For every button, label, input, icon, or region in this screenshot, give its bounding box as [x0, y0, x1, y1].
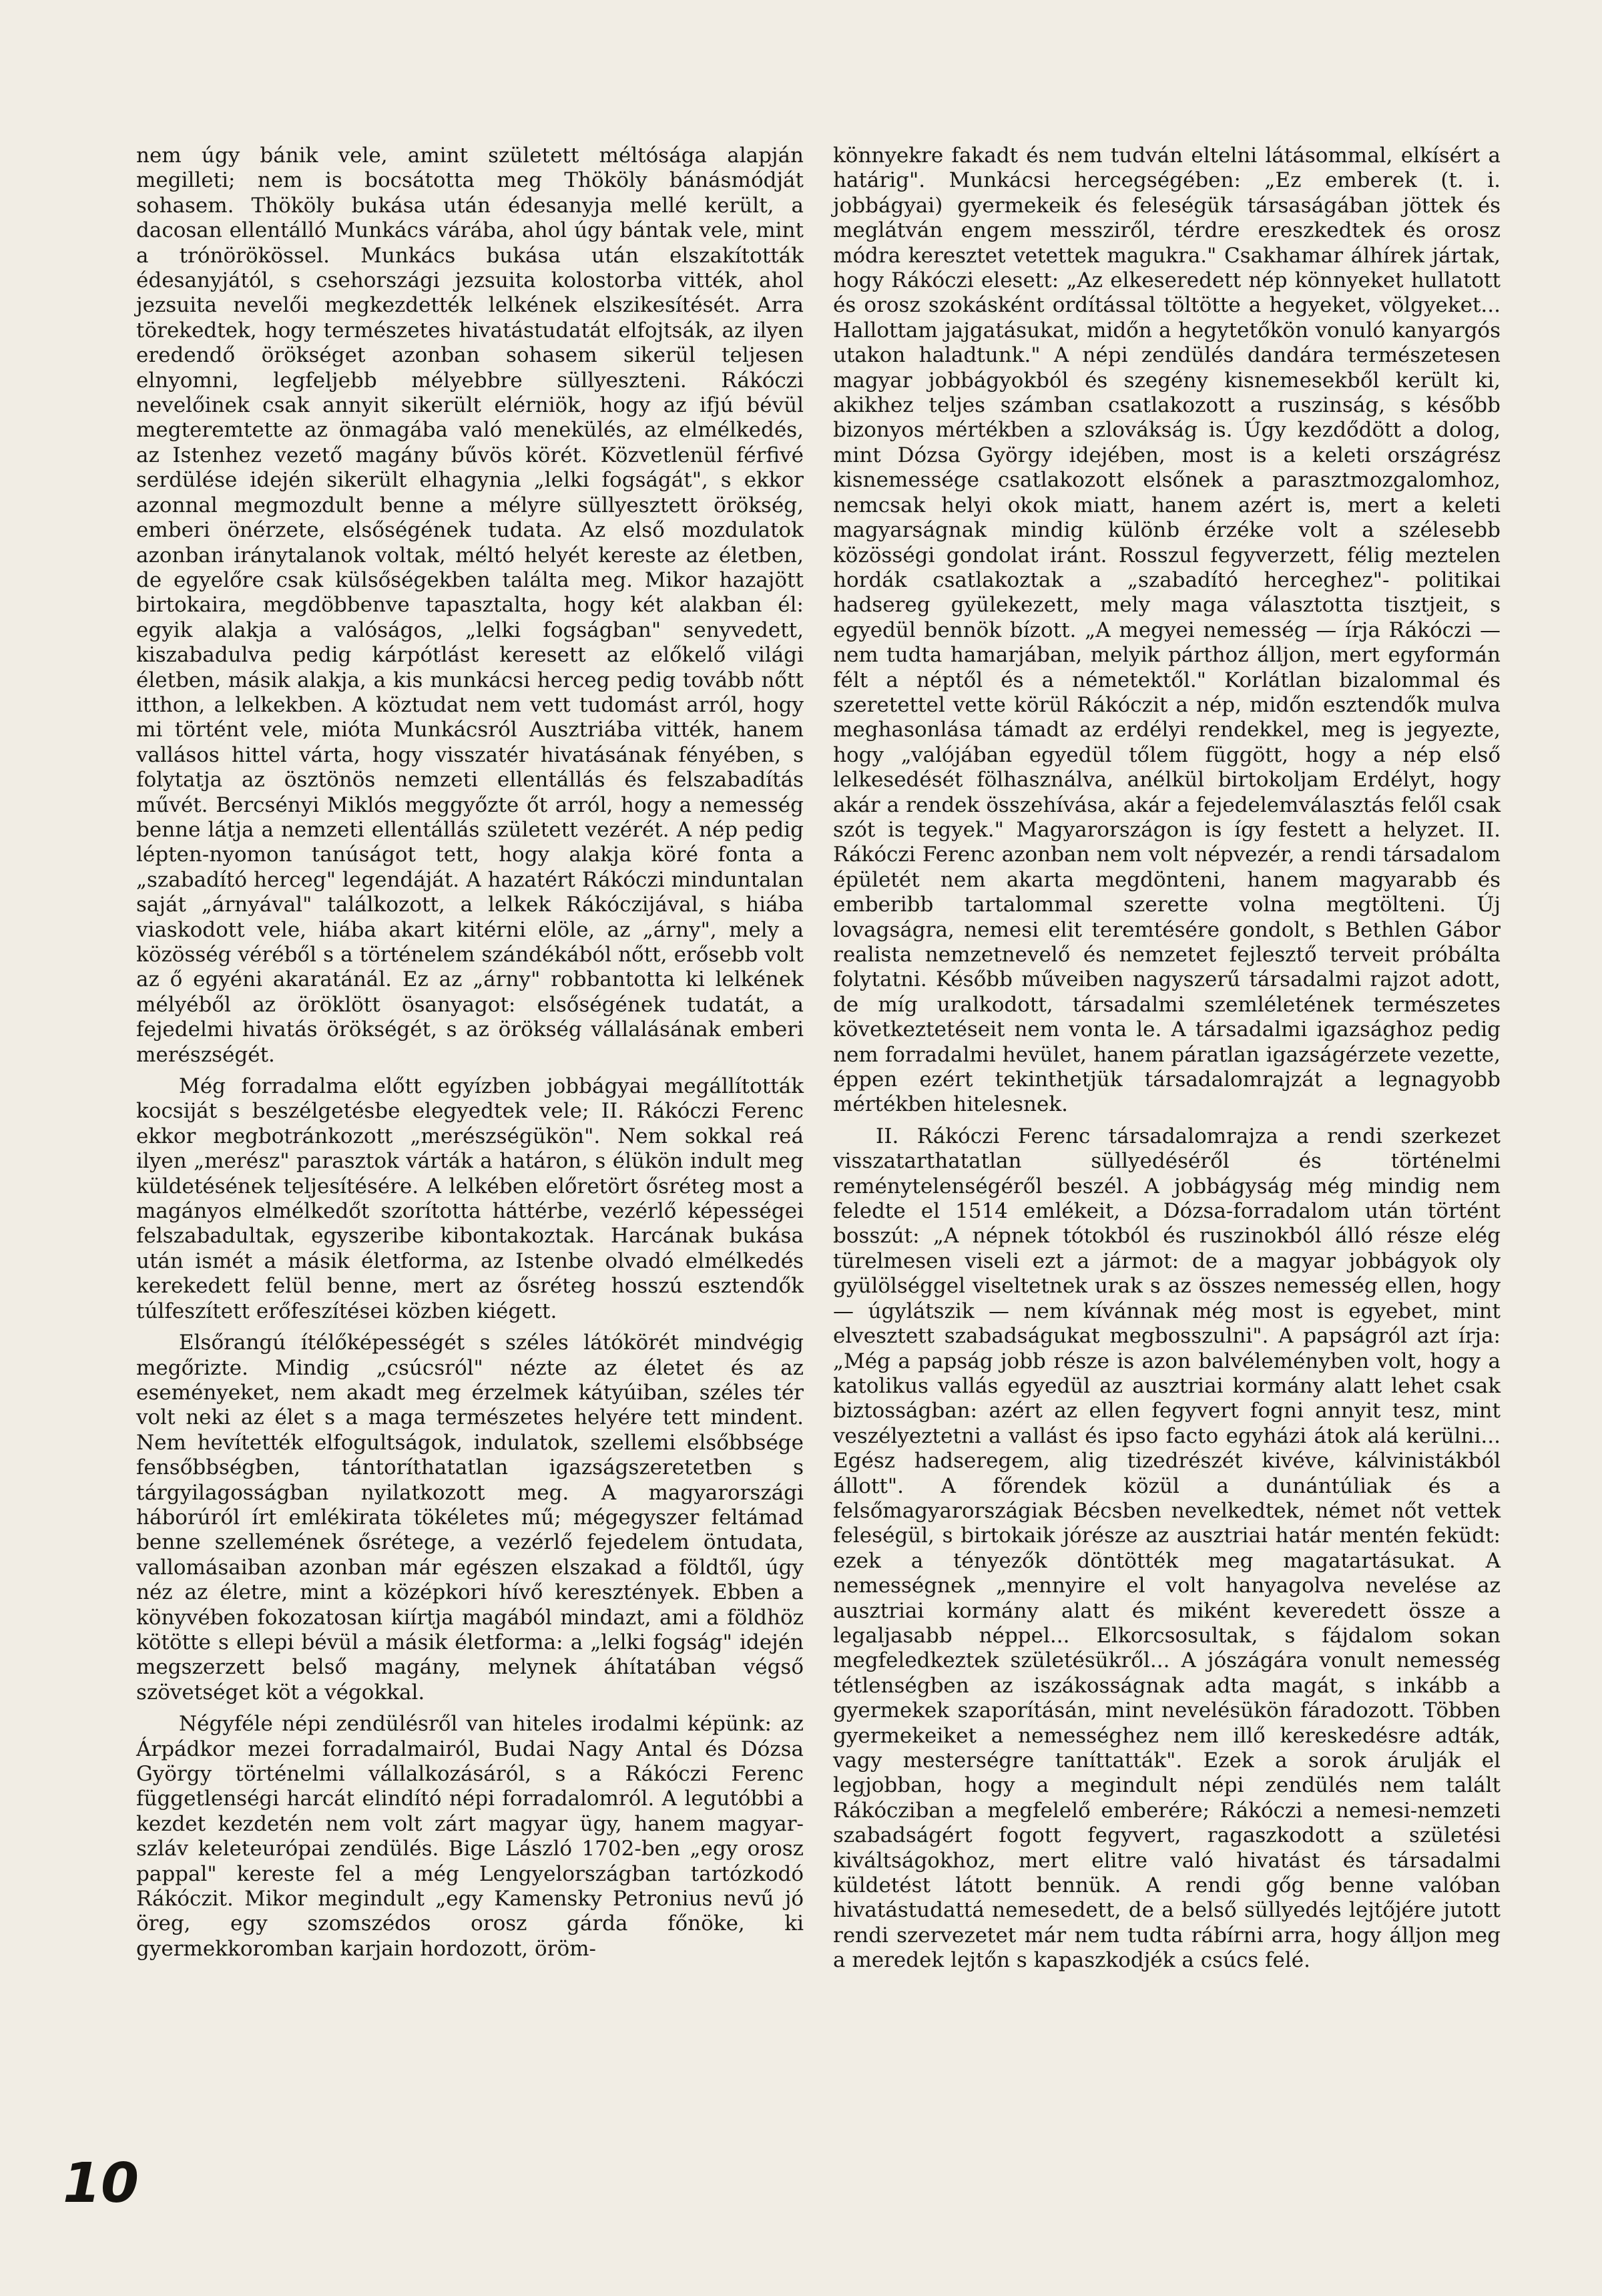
right-text-column: [833, 144, 1501, 1974]
page-number: 10: [63, 2152, 140, 2215]
paragraph: Elsőrangú ítélőképességét s széles látókörét mindvégig megőrizte. Mindig „csúcsról" nézte az életet és az eseményeket, nem akadt meg érzelmek kátyúiban, széles tér volt neki az élet s a maga természetes helyére tett mindent. Nem hevítették elfogultságok, indulatok, szellemi elsőbbsége fensőbbségben, tántoríthatatlan igazságszeretetben s tárgyilagosságban nyilatkozott meg. A magyarországi háborúról írt emlékirata tökéletes mű; mégegyszer feltámad benne szellemének ősrétege, a vezérlő fejedelem öntudata, vallomásaiban azonban már egészen elszakad a földtől, úgy néz az életre, mint a középkori hívő keresztények. Ebben a könyvében fokozatosan kiírtja magából mindazt, ami a földhöz kötötte s ellepi bévül a másik életforma: a „lelki fogság" idején megszerzett belső magány, melynek áhítatában végső szövetséget köt a végokkal.: [136, 1331, 804, 1704]
paragraph: II. Rákóczi Ferenc társadalomrajza a rendi szerkezet visszatarthatatlan süllyedéséről és történelmi reménytelenségéről beszél. A jobbágyság még mindig nem feledte el 1514 emlékeit, a Dózsa-forradalom után történt bosszút: „A népnek tótokból és ruszinokból álló része elég türelmesen viseli ezt a jármot: de a magyar jobbágyok oly gyülölséggel viseltetnek urak s az összes nemesség ellen, hogy — úgylátszik — nem kívánnak még most is egyebet, mint elvesztett szabadságukat megbosszulni". A papságról azt írja: „Még a papság jobb része is azon balvéleményben volt, hogy a katolikus vallás egyedül az ausztriai kormány alatt lehet csak biztosságban: azért az ellen fegyvert fogni annyit tesz, mint veszélyeztetni a vallást és ipso facto egyházi átok alá kerülni... Egész hadseregem, alig tizedrészét kivéve, kálvinistákból állott". A főrendek közül a dunántúliak és a felsőmagyarországiak Bécsben nevelkedtek, német nőt vettek feleségül, s birtokaik jórésze az ausztriai határ mentén feküdt: ezek a tényezők döntötték meg magatartásukat. A nemességnek „mennyire el volt hanyagolva nevelése az ausztriai kormány alatt és miként keveredett össze a legaljasabb néppel... Elkorcsosultak, s fájdalom sokan megfeledkeztek születésükről... A jószágára vonult nemesség tétlenségben az iszákosságnak adta magát, s inkább a gyermekek szaporításán, mint nevelésükön fáradozott. Többen gyermekeiket a nemességhez nem illő kereskedésre adták, vagy mesterségre taníttatták". Ezek a sorok árulják el legjobban, hogy a megindult népi zendülés nem talált Rákócziban a megfelelő emberére; Rákóczi a nemesi-nemzeti szabadságért fogott fegyvert, ragaszkodott a születési kiváltságokhoz, mert elitre való hivatást és társadalmi küldetést látott bennük. A rendi gőg benne valóban hivatástudattá nemesedett, de a belső süllyedés lejtőjére jutott rendi szervezetet már nem tudta rábírni arra, hogy álljon meg a meredek lejtőn s kapaszkodjék a csúcs felé.: [833, 1124, 1501, 1973]
paragraph: Még forradalma előtt egyízben jobbágyai megállították kocsiját s beszélgetésbe elegyedtek vele; II. Rákóczi Ferenc ekkor megbotránkozott „merészségükön". Nem sokkal reá ilyen „merész" parasztok várták a határon, s élükön indult meg küldetésének teljesítésére. A lelkében előretört ősréteg most a magányos elmélkedőt szorította háttérbe, vezérlő képességei felszabadultak, egyszeribe kibontakoztak. Harcának bukása után ismét a másik életforma, az Istenbe olvadó elmélkedés kerekedett felül benne, mert az ősréteg hosszú esztendők túlfeszített erőfeszítései közben kiégett.: [136, 1074, 804, 1323]
paragraph-continuation: könnyekre fakadt és nem tudván eltelni látásommal, elkísért a határig". Munkácsi hercegségében: „Ez emberek (t. i. jobbágyai) gyermekeik és feleségük társaságában jöttek és meglátván engem messziről, térdre ereszkedtek és orosz módra keresztet vetettek magukra." Csakhamar álhírek jártak, hogy Rákóczi elesett: „Az elkeseredett nép könnyeket hullatott és orosz szokásként ordítással töltötte a hegyeket, völgyeket... Hallottam jajgatásukat, midőn a hegytetőkön vonuló kanyargós utakon haladtunk." A népi zendülés dandára természetesen magyar jobbágyokból és szegény kisnemesekből került ki, akikhez teljes számban csatlakozott a ruszinság, s később bizonyos mértékben a szlovákság is. Úgy kezdődött a dolog, mint Dózsa György idejében, most is a keleti országrész kisnemessége csatlakozott elsőnek a parasztmozgalomhoz, nemcsak helyi okok miatt, hanem azért is, mert a keleti magyarságnak mindig különb érzéke volt a szélesebb közösségi gondolat iránt. Rosszul fegyverzett, félig meztelen hordák csatlakoztak a „szabadító herceghez"- politikai hadsereg gyülekezett, mely maga választotta tisztjeit, s egyedül bennök bízott. „A megyei nemesség — írja Rákóczi — nem tudta hamarjában, melyik párthoz álljon, mert egyformán félt a néptől és a németektől." Korlátlan bizalommal és szeretettel vette körül Rákóczit a nép, midőn esztendők mulva meghasonlása támadt az erdélyi rendekkel, meg is jegyezte, hogy „valójában egyedül tőlem függött, hogy a nép első lelkesedését fölhasználva, anélkül birtokoljam Erdélyt, hogy akár a rendek összehívása, akár a fejedelemválasztás felől csak szót is tegyek." Magyarországon is így festett a helyzet. II. Rákóczi Ferenc azonban nem volt népvezér, a rendi társadalom épületét nem akarta megdönteni, hanem magyarabb és emberibb tartalommal szerette volna megtölteni. Új lovagságra, nemesi elit teremtésére gondolt, s Bethlen Gábor realista nemzetnevelő és nemzetet fejlesztő terveit próbálta folytatni. Később műveiben nagyszerű társadalmi rajzot adott, de míg uralkodott, társadalmi szemléletének természetes következtetéseit nem vonta le. A társadalmi igazsághoz pedig nem forradalmi hevület, hanem páratlan igazságérzete vezette, éppen ezért tekinthetjük társadalomrajzát a legnagyobb mértékben hitelesnek.: [833, 144, 1501, 1117]
paragraph: Négyféle népi zendülésről van hiteles irodalmi képünk: az Árpádkor mezei forradalmairól, Budai Nagy Antal és Dózsa György történelmi vállalkozásáról, s a Rákóczi Ferenc függetlenségi harcát elindító népi forradalomról. A legutóbbi a kezdet kezdetén nem volt zárt magyar ügy, hanem magyar-szláv keleteurópai zendülés. Bige László 1702-ben „egy orosz pappal" kereste fel a még Lengyelországban tartózkodó Rákóczit. Mikor megindult „egy Kamensky Petronius nevű jó öreg, egy szomszédos orosz gárda főnöke, ki gyermekkoromban karjain hordozott, öröm-: [136, 1712, 804, 1961]
paragraph-continuation: nem úgy bánik vele, amint született méltósága alapján megilleti; nem is bocsátotta meg Thököly bánásmódját sohasem. Thököly bukása után édesanyja mellé került, a dacosan ellentálló Munkács várába, ahol úgy bántak vele, mint a trónörökössel. Munkács bukása után elszakították édesanyjától, s csehországi jezsuita kolostorba vitték, ahol jezsuita nevelői megkezdették lelkének elszikesítését. Arra törekedtek, hogy természetes hivatástudatát elfojtsák, az ilyen eredendő örökséget azonban sohasem sikerül teljesen elnyomni, legfeljebb mélyebbre süllyeszteni. Rákóczi nevelőinek csak annyit sikerült elérniök, hogy az ifjú bévül megteremtette az önmagába való menekülés, az elmélkedés, az Istenhez vezető magány bűvös körét. Közvetlenül férfivé serdülése idején sikerült elhagynia „lelki fogságát", s ekkor azonnal megmozdult benne a mélyre süllyesztett örökség, emberi önérzete, elsőségének tudata. Az első mozdulatok azonban iránytalanok voltak, méltó helyét kereste az életben, de egyelőre csak külsőségekben találta meg. Mikor hazajött birtokaira, megdöbbenve tapasztalta, hogy két alakban él: egyik alakja a valóságos, „lelki fogságban" senyvedett, kiszabadulva pedig kárpótlást keresett az előkelő világi életben, másik alakja, a kis munkácsi herceg pedig tovább nőtt itthon, a lelkekben. A köztudat nem vett tudomást arról, hogy mi történt vele, mióta Munkácsról Ausztriába vitték, hanem vallásos hittel várta, hogy visszatér hivatásának fényében, s folytatja az ösztönös nemzeti ellentállás és felszabadítás művét. Bercsényi Miklós meggyőzte őt arról, hogy a nemesség benne látja a nemzeti ellentállás született vezérét. A nép pedig lépten-nyomon tanúságot tett, hogy alakja köré fonta a „szabadító herceg" legendáját. A hazatért Rákóczi minduntalan saját „árnyával" találkozott, a lelkek Rákóczijával, s hiába viaskodott vele, hiába akart kitérni elöle, az „árny", mely a közösség véréből s a történelem szándékából nőtt, erősebb volt az ő egyéni akaratánál. Ez az „árny" robbantotta ki lelkének mélyéből az öröklött ösanyagot: elsőségének tudatát, a fejedelmi hivatás örökségét, s az örökség vállalásának emberi merészségét.: [136, 144, 804, 1067]
left-text-column: [136, 144, 804, 1962]
